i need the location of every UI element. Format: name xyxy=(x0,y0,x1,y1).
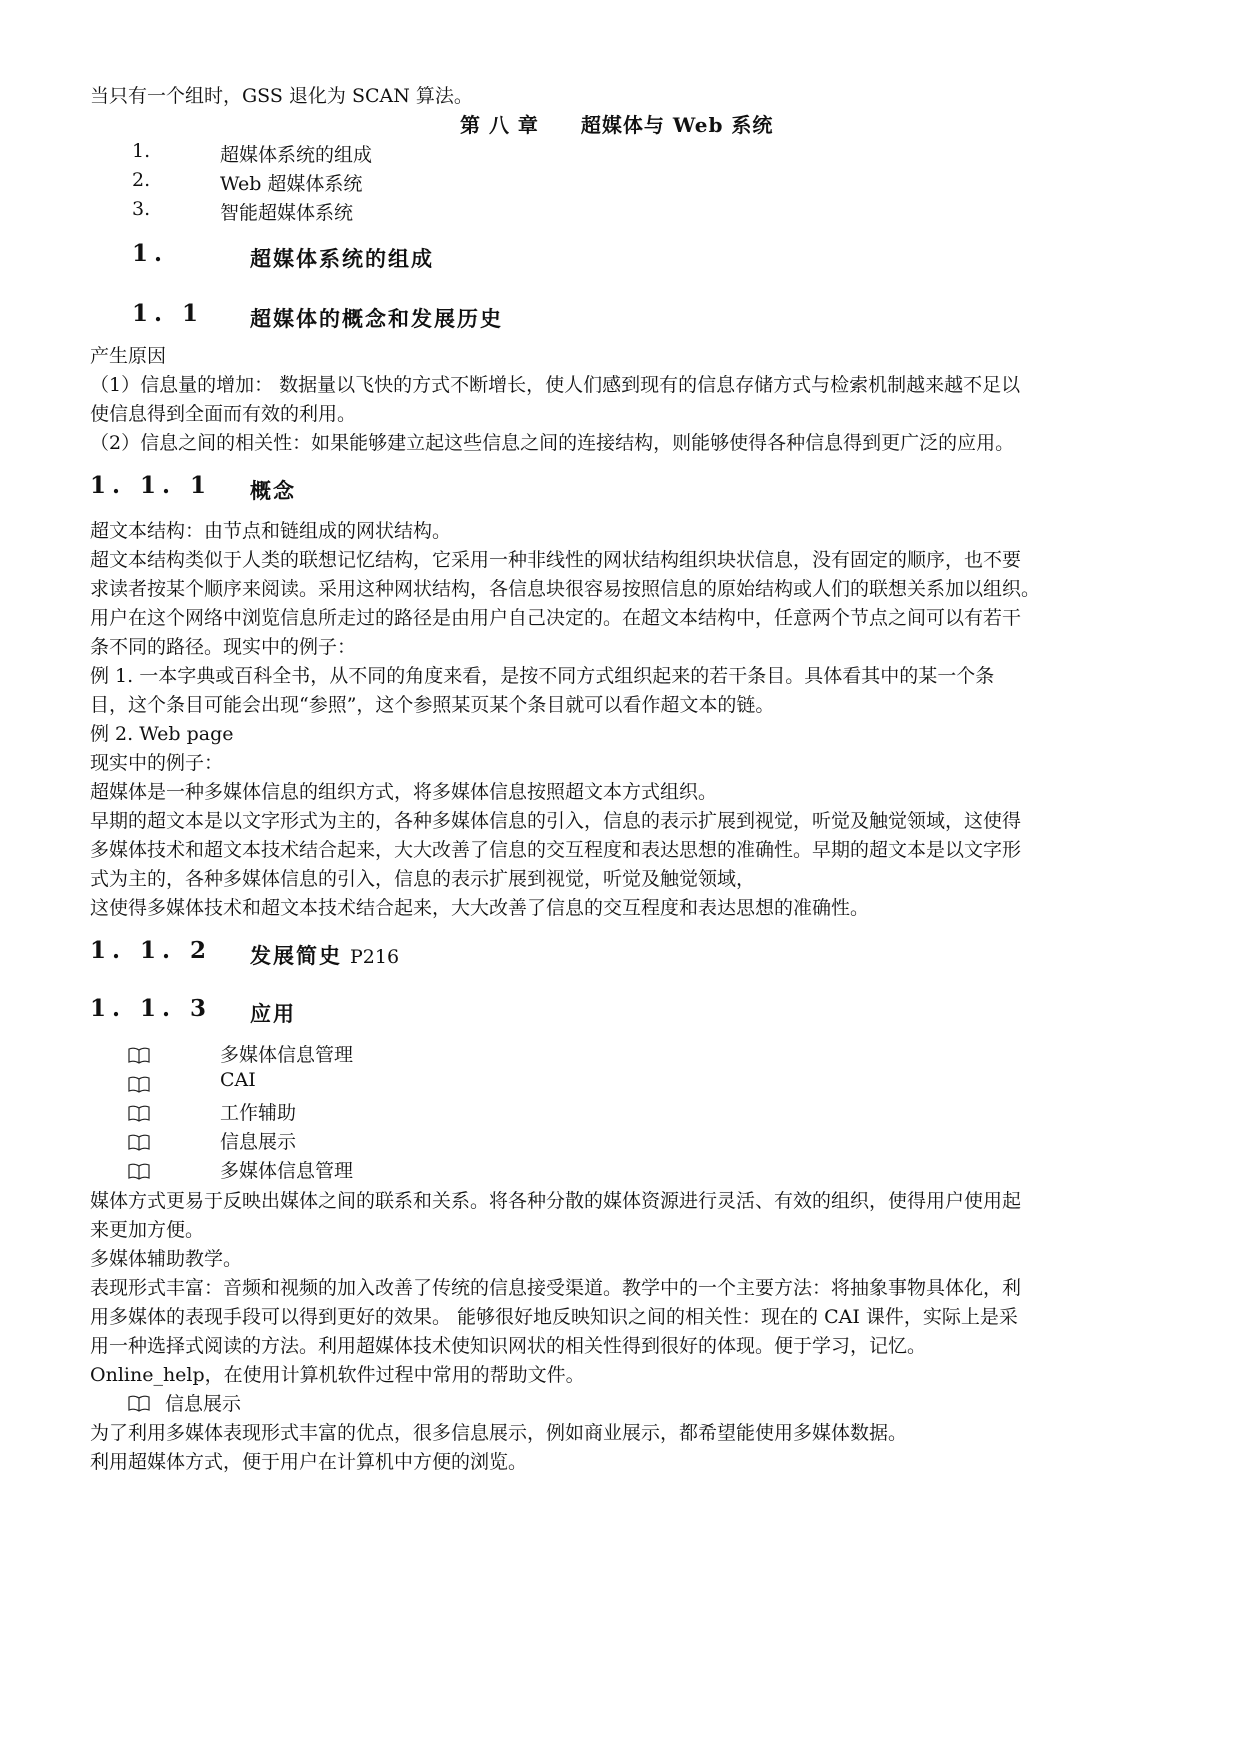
section-1-1-3-number: 1. 1. 3 xyxy=(90,995,213,1022)
info-display-label: 信息展示 xyxy=(165,1393,242,1415)
intro-line: 当只有一个组时，GSS 退化为 SCAN 算法。 xyxy=(90,85,473,107)
section-1-1-1-title: 概念 xyxy=(250,478,296,503)
section-1-number: 1. xyxy=(132,240,169,267)
page-reference: P216 xyxy=(350,946,400,968)
list-item: 多媒体信息管理 xyxy=(220,1044,354,1066)
book-icon xyxy=(128,1104,150,1122)
toc-item-text: Web 超媒体系统 xyxy=(220,173,363,195)
online-help-line: Online_help，在使用计算机软件过程中常用的帮助文件。 xyxy=(90,1364,585,1386)
concept-para-line: 求读者按某个顺序来阅读。采用这种网状结构，各信息块很容易按照信息的原始结构或人们的联想关系加以组织。 xyxy=(90,578,1041,600)
section-1-1-1-number: 1. 1. 1 xyxy=(90,472,213,499)
section-1-1-2-number: 1. 1. 2 xyxy=(90,937,213,964)
concept-para-line: 超文本结构类似于人类的联想记忆结构，它采用一种非线性的网状结构组织块状信息，没有固定的顺序，也不要 xyxy=(90,549,1022,571)
cause-1-line-2: 使信息得到全面而有效的利用。 xyxy=(90,403,357,425)
example-1-line: 例 1. 一本字典或百科全书，从不同的角度来看，是按不同方式组织起来的若干条目。具体看其中的某一个条 xyxy=(90,665,995,687)
cause-2: （2）信息之间的相关性：如果能够建立起这些信息之间的连接结构，则能够使得各种信息得到更广泛的应用。 xyxy=(90,432,1015,454)
hypermedia-definition: 超媒体是一种多媒体信息的组织方式，将多媒体信息按照超文本方式组织。 xyxy=(90,781,718,803)
book-icon xyxy=(128,1133,150,1151)
toc-item-text: 智能超媒体系统 xyxy=(220,202,354,224)
concept-para-line: 条不同的路径。现实中的例子： xyxy=(90,636,357,658)
cai-para-line: 用多媒体的表现手段可以得到更好的效果。 能够很好地反映知识之间的相关性：现在的 CAI 课件，实际上是采 xyxy=(90,1306,1018,1328)
concept-para-line: 用户在这个网络中浏览信息所走过的路径是由用户自己决定的。在超文本结构中，任意两个节点之间可以有若干 xyxy=(90,607,1022,629)
hypermedia-para-line: 多媒体技术和超文本技术结合起来，大大改善了信息的交互程度和表达思想的准确性。早期的超文本是以文字形 xyxy=(90,839,1022,861)
media-para-line: 媒体方式更易于反映出媒体之间的联系和关系。将各种分散的媒体资源进行灵活、有效的组织，使得用户使用起 xyxy=(90,1190,1022,1212)
hypermedia-para-line: 式为主的，各种多媒体信息的引入，信息的表示扩展到视觉，听觉及触觉领域， xyxy=(90,868,756,890)
section-1-title: 超媒体系统的组成 xyxy=(250,246,434,271)
cai-label: 多媒体辅助教学。 xyxy=(90,1248,243,1270)
example-2: 例 2. Web page xyxy=(90,723,234,745)
cause-1-line-1: （1）信息量的增加： 数据量以飞快的方式不断增长，使人们感到现有的信息存储方式与检索机制越来越不足以 xyxy=(90,374,1021,396)
book-icon xyxy=(128,1394,150,1412)
cai-para-line: 用一种选择式阅读的方法。利用超媒体技术使知识网状的相关性得到很好的体现。便于学习，记忆。 xyxy=(90,1335,927,1357)
chapter-title: 第 八 章 超媒体与 Web 系统 xyxy=(460,113,774,137)
toc-item-text: 超媒体系统的组成 xyxy=(220,144,373,166)
section-1-1-2-title xyxy=(250,940,399,970)
toc-item-num: 1. xyxy=(132,140,151,162)
section-1-1-2-title-text: 发展简史 xyxy=(250,943,342,968)
list-item: 工作辅助 xyxy=(220,1102,297,1124)
section-1-1-3-title: 应用 xyxy=(250,1001,296,1026)
hypermedia-para-line: 早期的超文本是以文字形式为主的，各种多媒体信息的引入，信息的表示扩展到视觉，听觉及触觉领域，这使得 xyxy=(90,810,1022,832)
book-icon xyxy=(128,1075,150,1093)
example-1-line: 目，这个条目可能会出现“参照”，这个参照某页某个条目就可以看作超文本的链。 xyxy=(90,694,775,716)
cai-para-line: 表现形式丰富：音频和视频的加入改善了传统的信息接受渠道。教学中的一个主要方法：将抽象事物具体化，利 xyxy=(90,1277,1022,1299)
list-item: 多媒体信息管理 xyxy=(220,1160,354,1182)
book-icon xyxy=(128,1162,150,1180)
hypermedia-para-line: 这使得多媒体技术和超文本技术结合起来，大大改善了信息的交互程度和表达思想的准确性。 xyxy=(90,897,870,919)
toc-item-num: 3. xyxy=(132,198,151,220)
section-1-1-title: 超媒体的概念和发展历史 xyxy=(250,306,503,331)
concept-definition: 超文本结构：由节点和链组成的网状结构。 xyxy=(90,520,452,542)
real-example-label: 现实中的例子： xyxy=(90,752,224,774)
media-para-line: 来更加方便。 xyxy=(90,1219,205,1241)
info-display-para-1: 为了利用多媒体表现形式丰富的优点，很多信息展示，例如商业展示，都希望能使用多媒体数据。 xyxy=(90,1422,908,1444)
info-display-para-2: 利用超媒体方式，便于用户在计算机中方便的浏览。 xyxy=(90,1451,528,1473)
toc-item-num: 2. xyxy=(132,169,151,191)
list-item: CAI xyxy=(220,1069,256,1091)
list-item: 信息展示 xyxy=(220,1131,297,1153)
section-1-1-number: 1. 1 xyxy=(132,300,205,327)
book-icon xyxy=(128,1046,150,1064)
cause-label: 产生原因 xyxy=(90,345,167,367)
